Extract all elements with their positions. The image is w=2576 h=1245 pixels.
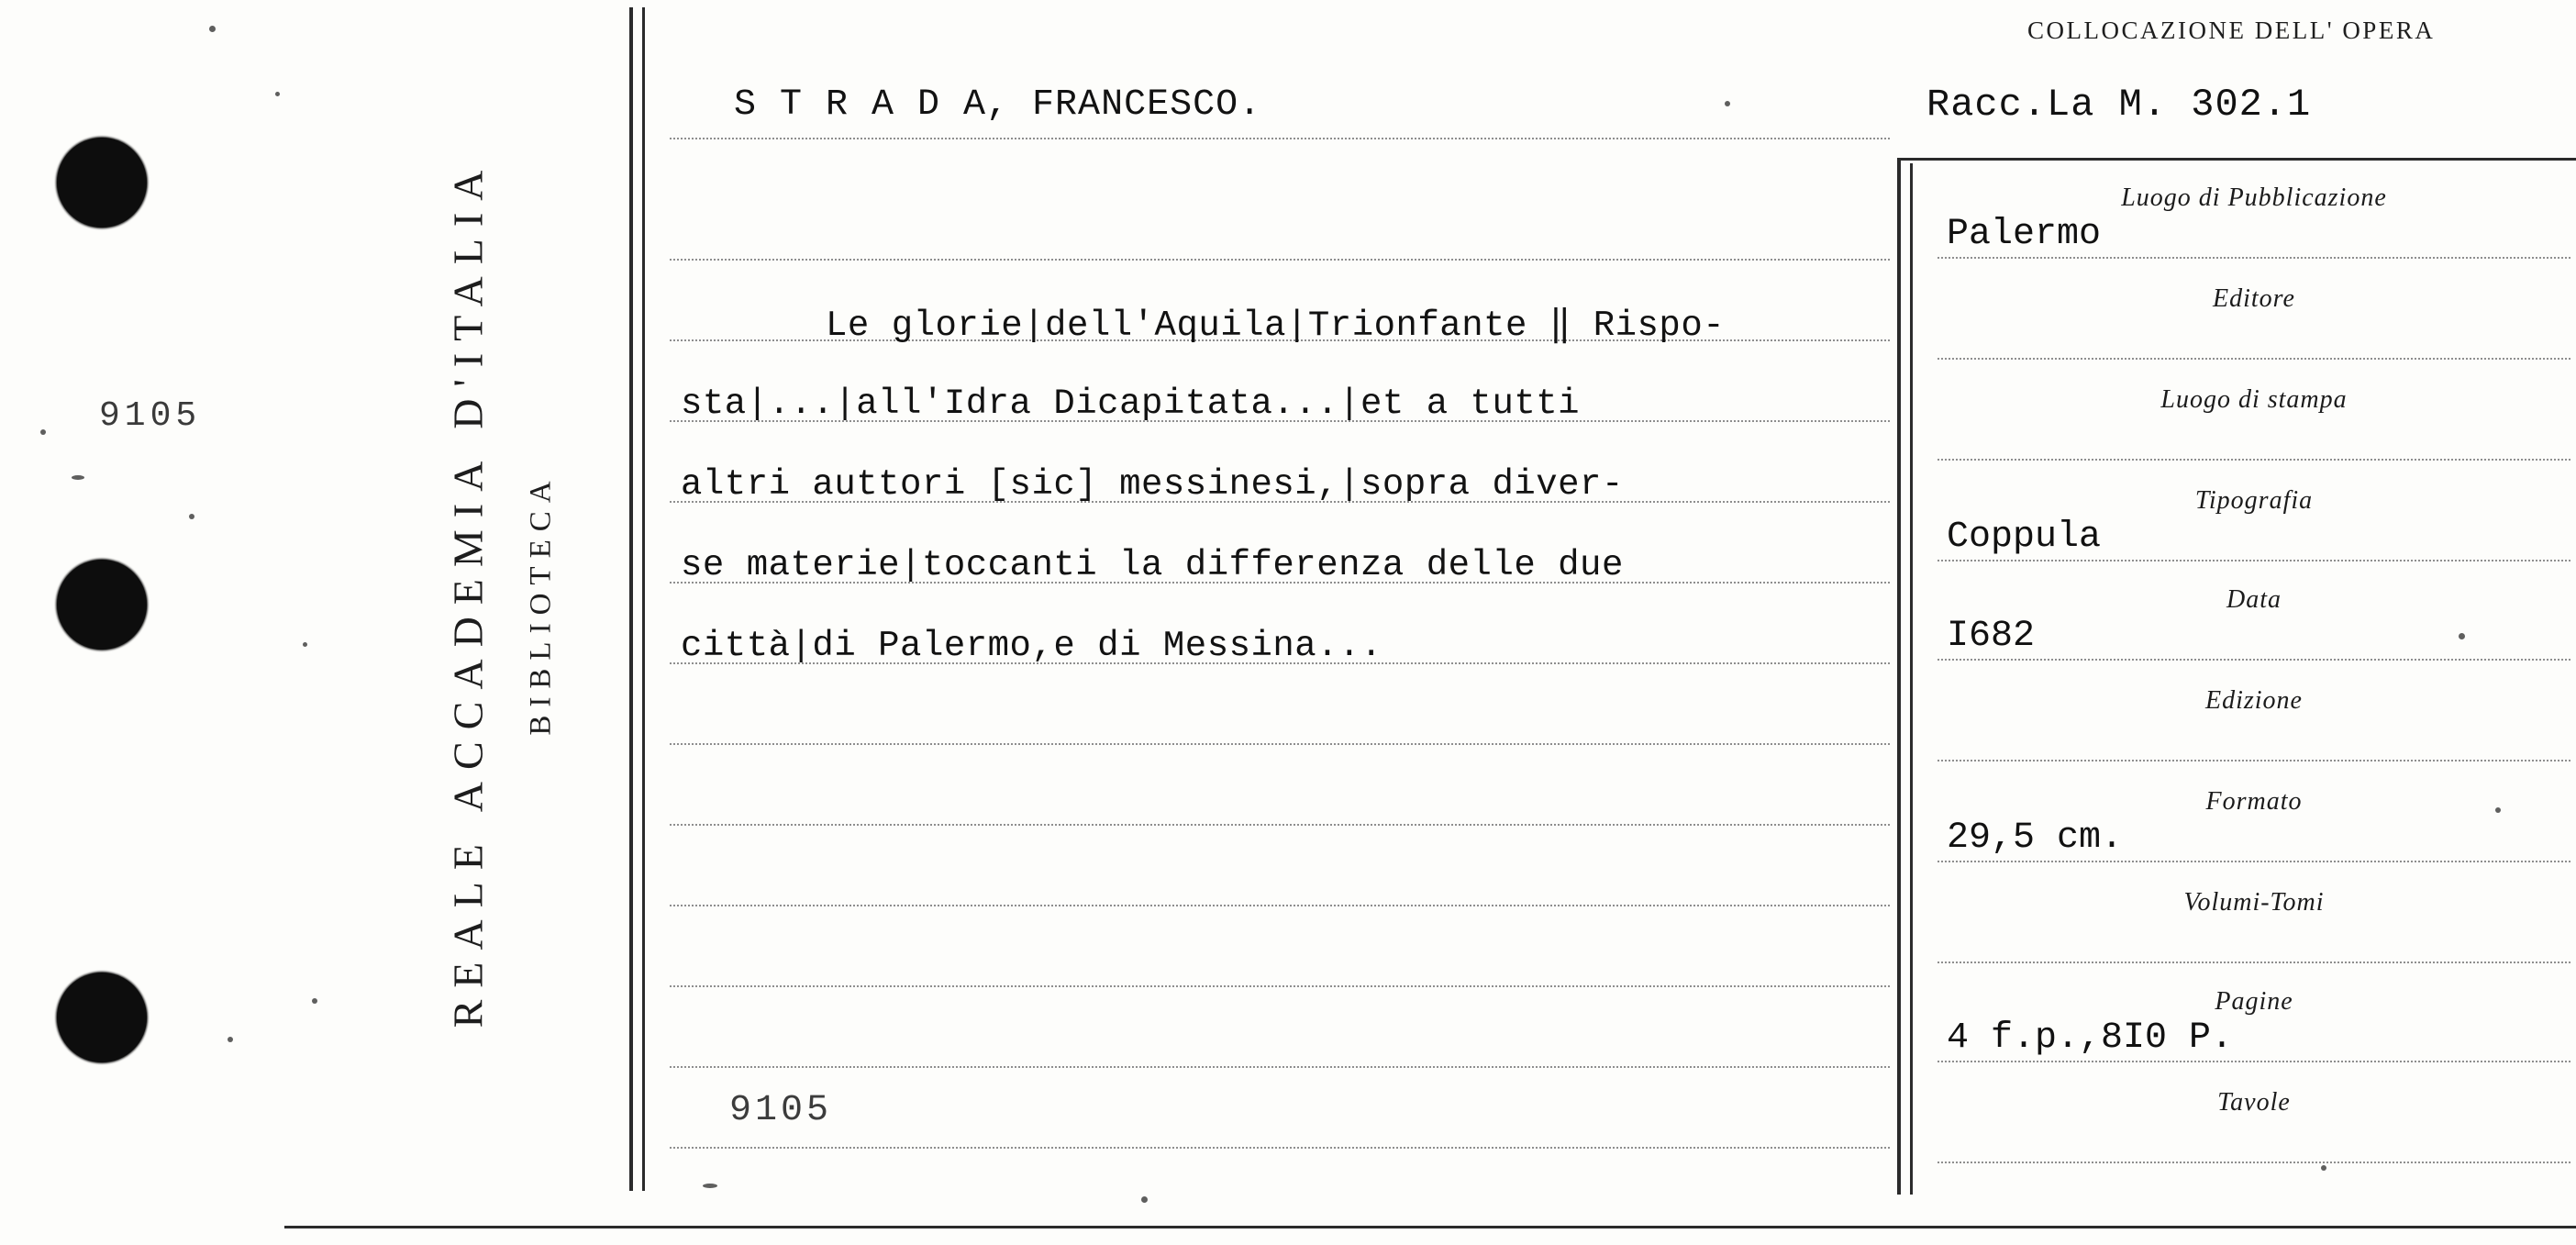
speck (312, 998, 317, 1004)
speck (275, 92, 280, 96)
title-line: altri auttori [sic] messinesi,|sopra diver- (681, 464, 1624, 505)
field-rule (1938, 760, 2570, 761)
field-rule (1938, 1061, 2570, 1062)
panel-vertical-rule (1897, 158, 1901, 1195)
vertical-rule (629, 7, 633, 1191)
ruled-line (670, 1147, 1890, 1149)
speck (303, 642, 307, 647)
speck (2321, 1165, 2326, 1171)
field-value (1938, 415, 2570, 459)
punch-hole (57, 138, 147, 228)
field-value: 4 f.p.,8I0 P. (1947, 1017, 2234, 1059)
field-data (1938, 585, 2570, 661)
collocation-header: COLLOCAZIONE DELL' OPERA (2027, 17, 2436, 44)
left-margin-number: 9105 (99, 396, 202, 436)
field-value: I682 (1947, 616, 2036, 657)
field-luogo-di-stampa (1938, 385, 2570, 461)
ruled-line (670, 1066, 1890, 1068)
vertical-rule (642, 7, 645, 1191)
field-tipografia (1938, 486, 2570, 561)
field-rule (1938, 861, 2570, 862)
field-label: Tavole (2217, 1088, 2291, 1117)
field-pagine (1938, 987, 2570, 1062)
field-rule (1938, 659, 2570, 661)
field-value: Coppula (1947, 517, 2102, 558)
footer-number: 9105 (729, 1090, 833, 1131)
field-luogo-di-pubblicazione (1938, 183, 2570, 259)
field-label: Pagine (2215, 987, 2293, 1016)
field-label: Volumi-Tomi (2183, 888, 2325, 917)
library-stamp-main: REALE ACCADEMIA D'ITALIA (444, 158, 492, 1028)
field-label: Formato (2205, 787, 2303, 816)
field-value (1938, 314, 2570, 358)
speck (228, 1037, 233, 1042)
ruled-line (670, 985, 1890, 987)
field-label: Luogo di Pubblicazione (2121, 183, 2387, 212)
punch-hole (57, 560, 147, 650)
ruled-line (670, 905, 1890, 906)
title-line: sta|...|all'Idra Dicapitata...|et a tutti (681, 384, 1581, 424)
field-value (1938, 716, 2570, 760)
field-rule (1938, 358, 2570, 360)
ruled-line (670, 824, 1890, 826)
field-tavole (1938, 1088, 2570, 1163)
field-value: 29,5 cm. (1947, 817, 2124, 859)
speck (72, 475, 84, 480)
field-rule (1938, 459, 2570, 461)
punch-hole (57, 973, 147, 1062)
author-entry: S T R A D A, FRANCESCO. (734, 84, 1262, 126)
shelfmark-value: Racc.La M. 302.1 (1926, 83, 2312, 127)
field-label: Luogo di stampa (2160, 385, 2348, 414)
speck (189, 514, 194, 519)
field-label: Tipografia (2194, 486, 2314, 515)
field-formato (1938, 787, 2570, 862)
library-stamp-sub: BIBLIOTECA (524, 472, 558, 736)
title-line: Le glorie|dell'Aquila|Trionfante ‖ Rispo- (826, 306, 1726, 346)
field-volumi-tomi (1938, 888, 2570, 963)
speck (209, 26, 216, 32)
field-rule (1938, 560, 2570, 561)
field-rule (1938, 962, 2570, 963)
panel-top-rule (1897, 158, 2576, 161)
ruled-line (670, 138, 1890, 139)
title-line: città|di Palermo,e di Messina... (681, 626, 1382, 666)
ruled-line (670, 743, 1890, 745)
speck (1725, 101, 1730, 106)
field-label: Data (2226, 585, 2282, 614)
speck (703, 1184, 717, 1188)
field-label: Edizione (2205, 686, 2303, 715)
panel-vertical-rule (1910, 163, 1913, 1195)
field-edizione (1938, 686, 2570, 761)
field-rule (1938, 257, 2570, 259)
field-value (1938, 917, 2570, 962)
field-label: Editore (2213, 284, 2295, 313)
speck (40, 429, 46, 435)
field-rule (1938, 1162, 2570, 1163)
ruled-line (670, 259, 1890, 261)
field-value (1938, 1117, 2570, 1162)
field-value: Palermo (1947, 214, 2102, 255)
bottom-rule (284, 1226, 2576, 1228)
title-line: se materie|toccanti la differenza delle due (681, 545, 1624, 585)
field-editore (1938, 284, 2570, 360)
speck (1141, 1196, 1148, 1203)
